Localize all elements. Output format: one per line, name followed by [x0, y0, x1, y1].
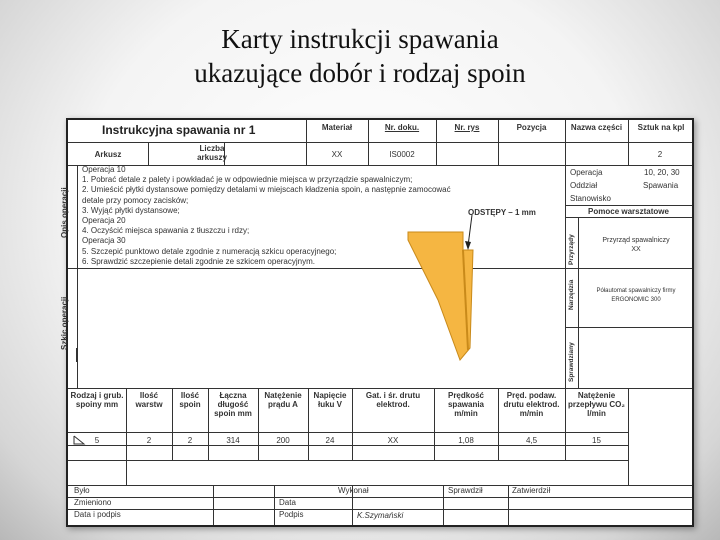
gauges-side-label: Sprawdziany [568, 342, 575, 382]
parameter-value: 314 [226, 436, 240, 445]
footer-changed: Zmieniono [74, 498, 112, 507]
parameter-value: 24 [325, 436, 335, 445]
grid-line [68, 388, 692, 389]
grid-line [565, 120, 566, 388]
parameter-header: Gat. i śr. drutu elektrod. [365, 391, 421, 409]
tools-header: Pomoce warsztatowe [588, 207, 669, 216]
parameter-value: 15 [592, 436, 601, 445]
callout-leader [468, 215, 472, 246]
sheets-count-label: Liczba arkuszy [197, 144, 227, 162]
parameter-header: Prędkość spawania m/min [447, 391, 485, 418]
operation-value: 10, 20, 30 [644, 168, 680, 177]
grid-line [68, 460, 628, 461]
fixture-line-1: Przyrząd spawalniczy [602, 237, 670, 244]
operations-list [82, 165, 451, 267]
sketch-side-label: Szkic operacji [60, 296, 69, 350]
parameter-value: 2 [187, 436, 193, 445]
grid-line [443, 485, 444, 525]
grid-line [498, 388, 499, 460]
grid-line [352, 388, 353, 460]
parameter-value: 200 [276, 436, 290, 445]
grid-line [565, 327, 692, 328]
footer-date-sign: Data i podpis [74, 510, 121, 519]
operation-line: Operacja 20 [82, 216, 126, 226]
footer-made-by: Wykonał [338, 486, 369, 495]
grid-line [77, 165, 78, 388]
parameter-header: Natężenie przepływu CO₂ l/min [568, 391, 625, 418]
doc-no-value: IS0002 [389, 150, 415, 159]
card-title: Instrukcyjna spawania nr 1 [102, 123, 256, 137]
gap-callout: ODSTĘPY – 1 mm [468, 208, 536, 217]
fixture-line-2: XX [631, 246, 641, 253]
operation-line: Operacja 30 [82, 236, 126, 246]
parameter-value: 4,5 [525, 436, 538, 445]
grid-line [68, 142, 692, 143]
fixtures-side-label: Przyrządy [568, 234, 575, 265]
doc-no-label: Nr. doku. [384, 123, 420, 132]
tool-line-2: ERGONOMIC 300 [611, 297, 661, 303]
operation-line: 6. Sprawdzić szczepienie detali zgodnie ze szkicem operacyjnym. [82, 256, 315, 266]
welded-part-sketch [398, 210, 508, 370]
station-label: Stanowisko [570, 194, 611, 203]
operation-line: 5. Szczepić punktowo detale zgodnie z numeracją szkicu operacyjnego; [82, 246, 337, 256]
department-value: Spawania [643, 181, 679, 190]
footer-checked: Sprawdził [448, 486, 483, 495]
welding-instruction-card [60, 118, 694, 527]
fig-no-label: Nr. rys [454, 123, 480, 132]
grid-line [578, 217, 579, 388]
grid-line [565, 217, 692, 218]
operation-line: Operacja 10 [82, 165, 126, 174]
parameter-header: Łączna długość spoin mm [214, 391, 252, 418]
parameter-value: 1,08 [458, 436, 474, 445]
parameter-header: Ilość warstw [135, 391, 163, 409]
pieces-label: Sztuk na kpl [637, 123, 685, 132]
parameter-header: Pręd. podaw. drutu elektrod. m/min [503, 391, 560, 418]
tool-line-1: Półautomat spawalniczy firmy [596, 288, 676, 294]
grid-line [565, 388, 566, 460]
grid-line [68, 432, 628, 433]
parameter-header: Napięcie łuku V [313, 391, 347, 409]
operation-line: detale przy pomocy zacisków; [82, 195, 189, 205]
operation-line: 2. Umieścić płytki dystansowe pomiędzy detalami w miejscach kładzenia spoin, a następnie zamocować [82, 185, 451, 195]
grid-line [434, 388, 435, 460]
grid-line [213, 485, 214, 525]
material-value: XX [331, 150, 343, 159]
grid-line [308, 388, 309, 460]
slide-title [0, 22, 720, 90]
parameter-value: XX [387, 436, 399, 445]
part-name-label: Nazwa części [570, 123, 623, 132]
grid-line [274, 485, 275, 525]
position-label: Pozycja [516, 123, 547, 132]
sheet-label: Arkusz [94, 150, 122, 159]
grid-line [68, 485, 692, 486]
tools-side-label: Narzędzia [568, 279, 575, 310]
slide-title-line-1: Karty instrukcji spawania [221, 24, 499, 54]
grid-line [68, 497, 692, 498]
footer-date: Data [279, 498, 296, 507]
operation-line: 1. Pobrać detale z palety i powkładać je w odpowiednie miejsca w przyrządzie spawalniczym; [82, 175, 413, 185]
footer-was: Było [74, 486, 90, 495]
operation-line: 4. Oczyścić miejsca spawania z tłuszczu i rdzy; [82, 226, 250, 236]
footer-author: K.Szymański [357, 511, 404, 520]
grid-line [628, 388, 629, 485]
grid-line [508, 485, 509, 525]
department-label: Oddział [570, 181, 598, 190]
cursor-mark [76, 348, 77, 362]
material-label: Materiał [321, 123, 353, 132]
operations-side-label: Opis operacji [60, 187, 69, 238]
parameter-header: Natężenie prądu A [264, 391, 302, 409]
callout-arrow [465, 241, 471, 250]
grid-line [68, 445, 628, 446]
grid-line [172, 388, 173, 460]
grid-line [258, 388, 259, 460]
parameter-header: Rodzaj i grub. spoiny mm [70, 391, 124, 409]
pieces-value: 2 [657, 150, 663, 159]
operation-line: 3. Wyjąć płytki dystansowe; [82, 205, 180, 215]
footer-approved: Zatwierdził [512, 486, 551, 495]
parameter-value: 5 [94, 436, 100, 445]
grid-line [208, 388, 209, 460]
operation-label: Operacja [570, 168, 603, 177]
grid-line [68, 509, 692, 510]
grid-line [565, 268, 692, 269]
slide-title-line-2: ukazujące dobór i rodzaj spoin [194, 58, 526, 88]
grid-line [565, 205, 692, 206]
footer-sign: Podpis [279, 510, 304, 519]
grid-line [148, 142, 149, 165]
parameter-header: Ilość spoin [179, 391, 201, 409]
parameter-value: 2 [146, 436, 152, 445]
